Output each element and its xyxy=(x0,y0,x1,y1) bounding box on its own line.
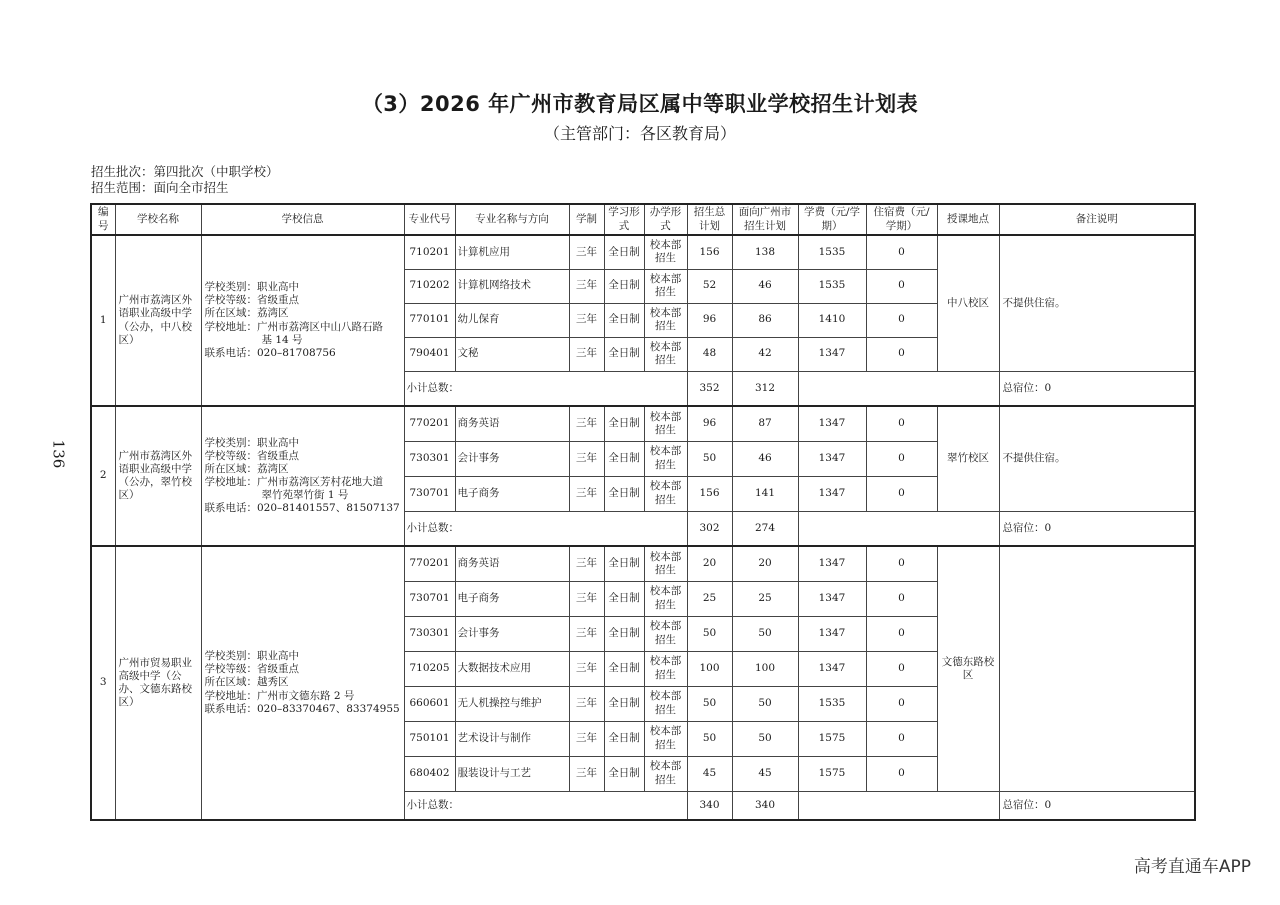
major-tuition: 1575 xyxy=(798,756,866,791)
major-tuition: 1410 xyxy=(798,303,866,337)
major-code: 730301 xyxy=(404,441,455,476)
major-code: 730701 xyxy=(404,581,455,616)
major-tuition: 1347 xyxy=(798,581,866,616)
major-dorm-fee: 0 xyxy=(866,616,937,651)
school-info-address2: 基 14 号 xyxy=(261,333,303,346)
major-study-form: 全日制 xyxy=(604,546,644,581)
major-gz-plan: 100 xyxy=(732,651,798,686)
school-info-type: 学校类别：职业高中 xyxy=(204,436,299,449)
major-total-plan: 100 xyxy=(687,651,732,686)
school-info-district: 所在区域：越秀区 xyxy=(204,676,289,689)
major-study-form: 全日制 xyxy=(604,721,644,756)
major-run-form: 校本部招生 xyxy=(644,269,687,303)
major-gz-plan: 42 xyxy=(732,337,798,371)
table-header-row xyxy=(91,204,1195,235)
table-row xyxy=(91,546,1195,581)
school-info-level: 学校等级：省级重点 xyxy=(204,663,299,676)
subtotal-empty xyxy=(798,791,999,820)
page-number: 136 xyxy=(49,439,68,469)
major-study-form: 全日制 xyxy=(604,269,644,303)
subtotal-beds: 总宿位：0 xyxy=(999,511,1195,546)
major-run-form: 校本部招生 xyxy=(644,441,687,476)
watermark: 高考直通车APP xyxy=(1133,857,1251,877)
major-run-form: 校本部招生 xyxy=(644,581,687,616)
major-tuition: 1347 xyxy=(798,651,866,686)
school-name: 广州市贸易职业高级中学（公办、文德东路校区） xyxy=(115,546,201,820)
major-name: 电子商务 xyxy=(455,476,569,511)
major-study-form: 全日制 xyxy=(604,686,644,721)
major-duration: 三年 xyxy=(569,581,604,616)
school-info-type: 学校类别：职业高中 xyxy=(204,281,299,294)
school-no: 2 xyxy=(91,406,115,546)
major-name: 商务英语 xyxy=(455,406,569,441)
major-name: 艺术设计与制作 xyxy=(455,721,569,756)
school-info-type: 学校类别：职业高中 xyxy=(204,650,299,663)
major-tuition: 1347 xyxy=(798,546,866,581)
major-gz-plan: 86 xyxy=(732,303,798,337)
major-total-plan: 45 xyxy=(687,756,732,791)
header-dorm-fee: 住宿费（元/学期） xyxy=(866,204,937,235)
school-info-district: 所在区域：荔湾区 xyxy=(204,462,289,475)
major-total-plan: 50 xyxy=(687,721,732,756)
remarks: 不提供住宿。 xyxy=(999,406,1195,511)
major-name: 文秘 xyxy=(455,337,569,371)
major-gz-plan: 46 xyxy=(732,269,798,303)
major-duration: 三年 xyxy=(569,337,604,371)
school-info-phone: 联系电话：020–83370467、83374955 xyxy=(204,702,400,715)
subtotal-beds: 总宿位：0 xyxy=(999,791,1195,820)
school-name: 广州市荔湾区外语职业高级中学（公办，翠竹校区） xyxy=(115,406,201,546)
header-no: 编号 xyxy=(91,204,115,235)
major-code: 770101 xyxy=(404,303,455,337)
major-gz-plan: 87 xyxy=(732,406,798,441)
major-study-form: 全日制 xyxy=(604,616,644,651)
major-study-form: 全日制 xyxy=(604,476,644,511)
subtotal-gz-plan: 274 xyxy=(732,511,798,546)
major-code: 680402 xyxy=(404,756,455,791)
major-dorm-fee: 0 xyxy=(866,721,937,756)
major-name: 会计事务 xyxy=(455,441,569,476)
enrollment-plan-table xyxy=(90,203,1196,821)
major-run-form: 校本部招生 xyxy=(644,756,687,791)
school-info xyxy=(201,235,404,406)
major-dorm-fee: 0 xyxy=(866,303,937,337)
major-duration: 三年 xyxy=(569,616,604,651)
major-code: 710205 xyxy=(404,651,455,686)
major-study-form: 全日制 xyxy=(604,441,644,476)
major-study-form: 全日制 xyxy=(604,337,644,371)
major-study-form: 全日制 xyxy=(604,235,644,269)
major-dorm-fee: 0 xyxy=(866,686,937,721)
major-duration: 三年 xyxy=(569,476,604,511)
major-run-form: 校本部招生 xyxy=(644,651,687,686)
major-duration: 三年 xyxy=(569,303,604,337)
major-gz-plan: 141 xyxy=(732,476,798,511)
school-info-phone: 联系电话：020–81708756 xyxy=(204,346,336,359)
major-dorm-fee: 0 xyxy=(866,756,937,791)
major-duration: 三年 xyxy=(569,406,604,441)
subtotal-empty xyxy=(798,371,999,406)
subtotal-total-plan: 302 xyxy=(687,511,732,546)
campus: 文德东路校区 xyxy=(937,546,999,791)
school-no: 3 xyxy=(91,546,115,820)
major-code: 770201 xyxy=(404,406,455,441)
major-run-form: 校本部招生 xyxy=(644,616,687,651)
table-row xyxy=(91,235,1195,269)
major-total-plan: 156 xyxy=(687,235,732,269)
admission-batch: 招生批次：第四批次（中职学校） xyxy=(91,164,279,179)
major-study-form: 全日制 xyxy=(604,303,644,337)
major-duration: 三年 xyxy=(569,686,604,721)
campus: 中八校区 xyxy=(937,235,999,371)
major-tuition: 1347 xyxy=(798,616,866,651)
header-major-code: 专业代号 xyxy=(404,204,455,235)
major-run-form: 校本部招生 xyxy=(644,303,687,337)
major-study-form: 全日制 xyxy=(604,406,644,441)
major-duration: 三年 xyxy=(569,235,604,269)
major-gz-plan: 50 xyxy=(732,721,798,756)
major-name: 商务英语 xyxy=(455,546,569,581)
major-gz-plan: 46 xyxy=(732,441,798,476)
major-run-form: 校本部招生 xyxy=(644,686,687,721)
major-code: 730301 xyxy=(404,616,455,651)
header-run-form: 办学形式 xyxy=(644,204,687,235)
subtotal-total-plan: 352 xyxy=(687,371,732,406)
major-tuition: 1535 xyxy=(798,235,866,269)
major-gz-plan: 25 xyxy=(732,581,798,616)
header-remarks: 备注说明 xyxy=(999,204,1195,235)
major-code: 750101 xyxy=(404,721,455,756)
subtotal-empty xyxy=(798,511,999,546)
header-tuition: 学费（元/学期） xyxy=(798,204,866,235)
major-study-form: 全日制 xyxy=(604,756,644,791)
subtotal-label: 小计总数： xyxy=(404,371,687,406)
major-dorm-fee: 0 xyxy=(866,546,937,581)
major-dorm-fee: 0 xyxy=(866,581,937,616)
major-total-plan: 20 xyxy=(687,546,732,581)
major-run-form: 校本部招生 xyxy=(644,721,687,756)
major-gz-plan: 20 xyxy=(732,546,798,581)
header-duration: 学制 xyxy=(569,204,604,235)
major-total-plan: 96 xyxy=(687,406,732,441)
major-dorm-fee: 0 xyxy=(866,651,937,686)
major-duration: 三年 xyxy=(569,756,604,791)
major-dorm-fee: 0 xyxy=(866,337,937,371)
school-info-address: 学校地址：广州市荔湾区芳村花地大道 xyxy=(204,476,383,488)
school-info-address: 学校地址：广州市文德东路 2 号 xyxy=(204,689,355,702)
major-run-form: 校本部招生 xyxy=(644,337,687,371)
major-total-plan: 50 xyxy=(687,686,732,721)
major-duration: 三年 xyxy=(569,441,604,476)
major-code: 770201 xyxy=(404,546,455,581)
remarks: 不提供住宿。 xyxy=(999,235,1195,371)
major-name: 无人机操控与维护 xyxy=(455,686,569,721)
major-dorm-fee: 0 xyxy=(866,441,937,476)
major-gz-plan: 138 xyxy=(732,235,798,269)
major-total-plan: 50 xyxy=(687,616,732,651)
major-run-form: 校本部招生 xyxy=(644,406,687,441)
school-no: 1 xyxy=(91,235,115,406)
major-tuition: 1535 xyxy=(798,269,866,303)
page-title: （3）2026 年广州市教育局区属中等职业学校招生计划表 xyxy=(361,92,919,116)
major-tuition: 1347 xyxy=(798,337,866,371)
major-code: 710201 xyxy=(404,235,455,269)
school-info-address: 学校地址：广州市荔湾区中山八路石路 xyxy=(204,320,383,333)
school-info-phone: 联系电话：020–81401557、81507137 xyxy=(204,502,400,515)
major-name: 大数据技术应用 xyxy=(455,651,569,686)
major-gz-plan: 50 xyxy=(732,616,798,651)
major-total-plan: 96 xyxy=(687,303,732,337)
school-info-level: 学校等级：省级重点 xyxy=(204,294,299,307)
major-duration: 三年 xyxy=(569,721,604,756)
major-code: 710202 xyxy=(404,269,455,303)
major-study-form: 全日制 xyxy=(604,651,644,686)
campus: 翠竹校区 xyxy=(937,406,999,511)
major-run-form: 校本部招生 xyxy=(644,476,687,511)
major-name: 计算机网络技术 xyxy=(455,269,569,303)
major-tuition: 1347 xyxy=(798,476,866,511)
major-duration: 三年 xyxy=(569,651,604,686)
major-gz-plan: 50 xyxy=(732,686,798,721)
major-total-plan: 25 xyxy=(687,581,732,616)
school-name: 广州市荔湾区外语职业高级中学（公办，中八校区） xyxy=(115,235,201,406)
major-name: 幼儿保育 xyxy=(455,303,569,337)
subtotal-label: 小计总数： xyxy=(404,791,687,820)
major-tuition: 1575 xyxy=(798,721,866,756)
major-dorm-fee: 0 xyxy=(866,476,937,511)
major-total-plan: 50 xyxy=(687,441,732,476)
major-name: 计算机应用 xyxy=(455,235,569,269)
major-duration: 三年 xyxy=(569,269,604,303)
major-name: 会计事务 xyxy=(455,616,569,651)
school-info xyxy=(201,406,404,546)
major-run-form: 校本部招生 xyxy=(644,235,687,269)
school-info xyxy=(201,546,404,820)
subtotal-total-plan: 340 xyxy=(687,791,732,820)
major-name: 电子商务 xyxy=(455,581,569,616)
subtotal-beds: 总宿位：0 xyxy=(999,371,1195,406)
major-tuition: 1347 xyxy=(798,441,866,476)
major-total-plan: 156 xyxy=(687,476,732,511)
header-school-name: 学校名称 xyxy=(115,204,201,235)
major-dorm-fee: 0 xyxy=(866,406,937,441)
school-info-district: 所在区域：荔湾区 xyxy=(204,307,289,320)
header-total-plan: 招生总计划 xyxy=(687,204,732,235)
table-row xyxy=(91,406,1195,441)
major-name: 服装设计与工艺 xyxy=(455,756,569,791)
major-dorm-fee: 0 xyxy=(866,269,937,303)
header-campus: 授课地点 xyxy=(937,204,999,235)
page-subtitle: （主管部门：各区教育局） xyxy=(543,124,736,143)
major-code: 660601 xyxy=(404,686,455,721)
header-major-name: 专业名称与方向 xyxy=(455,204,569,235)
major-code: 790401 xyxy=(404,337,455,371)
major-duration: 三年 xyxy=(569,546,604,581)
major-code: 730701 xyxy=(404,476,455,511)
header-school-info: 学校信息 xyxy=(201,204,404,235)
subtotal-label: 小计总数： xyxy=(404,511,687,546)
header-study-form: 学习形式 xyxy=(604,204,644,235)
header-gz-plan: 面向广州市招生计划 xyxy=(732,204,798,235)
major-run-form: 校本部招生 xyxy=(644,546,687,581)
major-tuition: 1347 xyxy=(798,406,866,441)
remarks xyxy=(999,546,1195,791)
major-total-plan: 52 xyxy=(687,269,732,303)
major-gz-plan: 45 xyxy=(732,756,798,791)
subtotal-gz-plan: 312 xyxy=(732,371,798,406)
major-study-form: 全日制 xyxy=(604,581,644,616)
school-info-address2: 翠竹苑翠竹街 1 号 xyxy=(261,489,349,502)
major-dorm-fee: 0 xyxy=(866,235,937,269)
school-info-level: 学校等级：省级重点 xyxy=(204,449,299,462)
major-tuition: 1535 xyxy=(798,686,866,721)
subtotal-gz-plan: 340 xyxy=(732,791,798,820)
major-total-plan: 48 xyxy=(687,337,732,371)
admission-scope: 招生范围：面向全市招生 xyxy=(91,180,229,195)
